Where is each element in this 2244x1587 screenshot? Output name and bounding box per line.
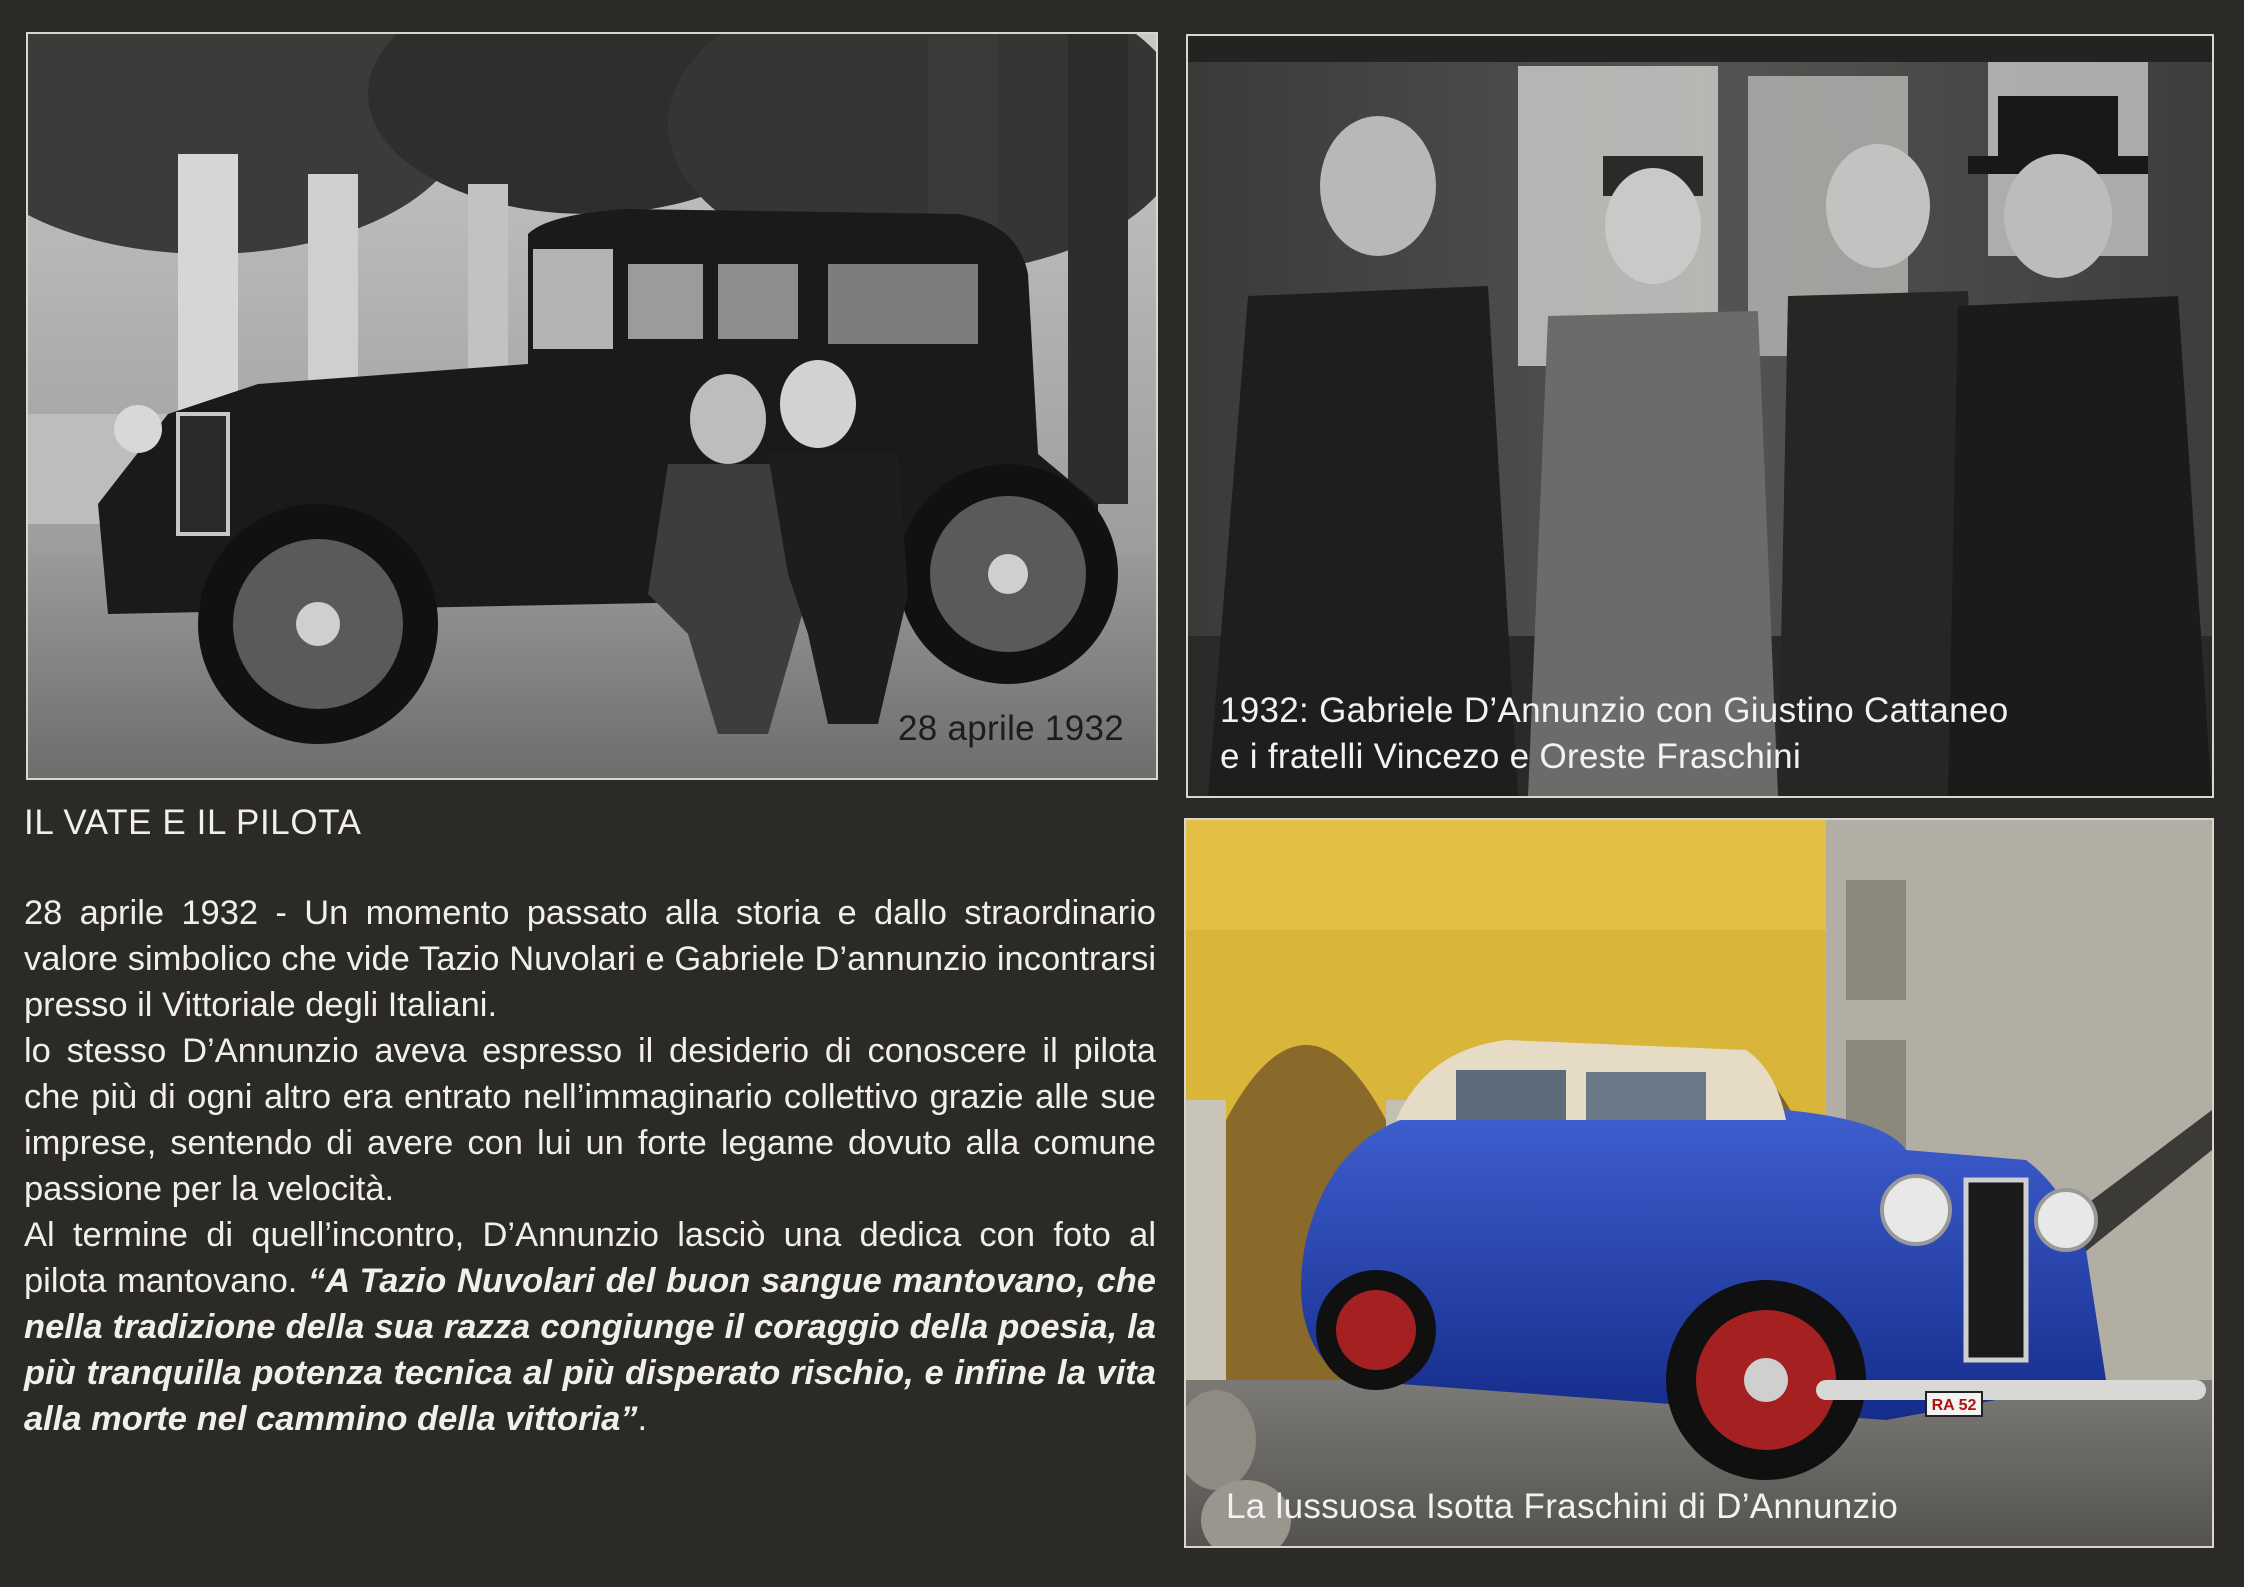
article-paragraph-2: lo stesso D’Annunzio aveva espresso il desiderio di conoscere il pilota che più di ogni altro era entrato nell’immaginario collettivo grazie alle sue imprese, sentendo di avere con lui un forte legame dovuto alla comune passione per la velocità.: [24, 1032, 1156, 1208]
isotta-photo-caption: La lussuosa Isotta Fraschini di D’Annunzio: [1226, 1487, 1899, 1526]
article-paragraph-3-lead: Al termine di quell’incontro, D’Annunzio lasciò una dedica con foto al pilota mantovano.: [24, 1216, 1156, 1300]
car-photo-caption: 28 aprile 1932: [897, 709, 1124, 748]
group-photo-caption: [1220, 688, 2008, 780]
article-paragraph-3: [24, 1212, 1156, 1442]
quote-end: .: [637, 1400, 648, 1438]
article-block: [24, 800, 1156, 1442]
article-title: IL VATE E IL PILOTA: [24, 803, 362, 842]
group-photo-illustration: [1188, 36, 2212, 796]
license-plate-text: RA 52: [1931, 1397, 1977, 1414]
isotta-photo-illustration: [1186, 820, 2212, 1546]
article-intro: 28 aprile 1932 - Un momento passato alla storia e dallo straordinario valore simbolico che vide Tazio Nuvolari e Gabriele D’annunzio incontrarsi presso il Vittoriale degli Italiani.: [24, 894, 1156, 1024]
group-caption-line2: e i fratelli Vincezo e Oreste Fraschini: [1220, 737, 1802, 776]
photo-car-meeting: [28, 34, 1156, 778]
group-caption-line1: 1932: Gabriele D’Annunzio con Giustino Cattaneo: [1220, 691, 2009, 730]
dedication-quote: “A Tazio Nuvolari del buon sangue mantovano, che nella tradizione della sua razza congiunge il coraggio della poesia, la più tranquilla potenza tecnica al più disperato rischio, e infine la vita alla morte nel cammino della vittoria”: [24, 1262, 1156, 1438]
photo-group-portrait: [1188, 36, 2212, 796]
photo-isotta-fraschini: [1186, 820, 2212, 1546]
car-photo-illustration: [28, 34, 1156, 778]
